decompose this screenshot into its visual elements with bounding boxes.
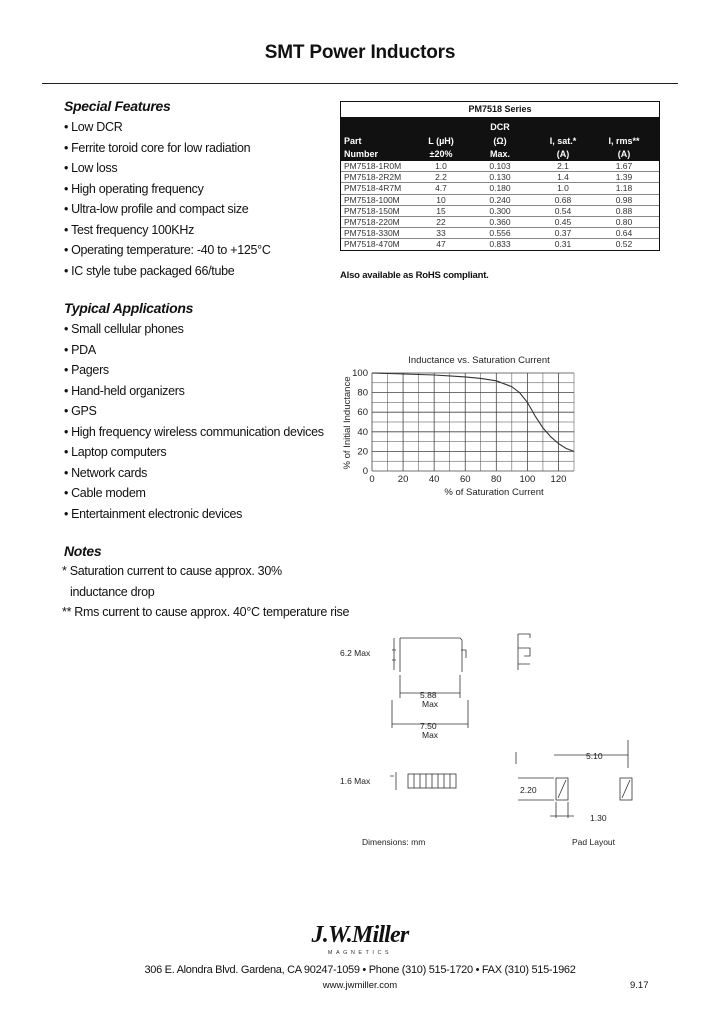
header-irms-1: I, rms** <box>608 136 640 146</box>
table-cell-isat: 0.45 <box>554 216 572 227</box>
footer-address: 306 E. Alondra Blvd. Gardena, CA 90247-1059 • Phone (310) 515-1720 • FAX (310) 515-1962 <box>144 964 576 976</box>
list-item: • Ultra-low profile and compact size <box>64 199 271 220</box>
x-tick-label: 120 <box>550 474 567 485</box>
dimensions-caption: Dimensions: mm <box>362 837 426 847</box>
table-row <box>341 161 659 172</box>
table-cell-isat: 0.37 <box>554 228 572 239</box>
table-cell-irms: 0.80 <box>615 216 633 227</box>
note-line-3: ** Rms current to cause approx. 40°C temperature rise <box>62 605 350 619</box>
table-cell-dcr: 0.833 <box>489 239 511 250</box>
list-item: • Hand-held organizers <box>64 381 324 402</box>
note-line-1: * Saturation current to cause approx. 30% <box>62 564 282 578</box>
table-cell-isat: 1.0 <box>557 183 569 194</box>
note-line-2: inductance drop <box>70 585 155 599</box>
table-cell-isat: 0.54 <box>554 205 572 216</box>
jw-miller-logo: J.W.Miller <box>311 922 409 948</box>
header-l-2: ±20% <box>429 149 453 159</box>
table-cell-dcr: 0.300 <box>489 205 511 216</box>
logo-subtitle: MAGNETICS <box>327 950 393 956</box>
special-features-heading: Special Features <box>64 98 171 114</box>
table-cell-part: PM7518-470M <box>344 239 400 250</box>
table-title: PM7518 Series <box>341 102 659 118</box>
chart-x-ticks <box>369 474 566 485</box>
table-cell-part: PM7518-2R2M <box>344 172 402 183</box>
table-cell-dcr: 0.180 <box>489 183 511 194</box>
y-tick-label: 100 <box>352 368 368 379</box>
profile-ribs <box>414 774 450 788</box>
profile-dim <box>390 772 396 790</box>
table-cell-isat: 2.1 <box>557 161 569 171</box>
table-cell-irms: 0.64 <box>615 228 633 239</box>
table-cell-part: PM7518-330M <box>344 228 400 239</box>
chart-x-label: % of Saturation Current <box>444 487 544 498</box>
pad-hatch <box>558 780 630 798</box>
header-dcr-2: (Ω) <box>493 136 507 146</box>
table-cell-l: 33 <box>436 228 446 239</box>
y-tick-label: 80 <box>357 387 368 399</box>
pad-130-dim <box>550 802 574 818</box>
list-item: • PDA <box>64 340 324 361</box>
dim-label-750: 7.50 <box>420 721 437 731</box>
table-cell-l: 10 <box>436 194 446 205</box>
list-item: • IC style tube packaged 66/tube <box>64 261 271 282</box>
list-item: • Pagers <box>64 360 324 381</box>
table-cell-dcr: 0.130 <box>489 172 511 183</box>
table-row <box>341 228 659 239</box>
table-cell-irms: 1.18 <box>615 183 633 194</box>
table-cell-irms: 1.67 <box>615 161 633 171</box>
header-irms-2: (A) <box>617 149 631 159</box>
table-body <box>341 161 659 250</box>
side-view <box>518 634 530 670</box>
y-tick-label: 0 <box>362 466 368 477</box>
table-cell-l: 47 <box>436 239 446 250</box>
table-cell-dcr: 0.103 <box>489 161 511 171</box>
dim-label-588-max: Max <box>422 699 439 709</box>
spec-table <box>340 101 660 251</box>
x-tick-label: 20 <box>397 474 409 485</box>
table-row <box>341 195 659 206</box>
x-tick-label: 100 <box>519 474 536 485</box>
table-cell-irms: 0.52 <box>615 239 633 250</box>
table-row <box>341 206 659 217</box>
header-isat-2: (A) <box>556 149 570 159</box>
list-item: • GPS <box>64 401 324 422</box>
table-cell-l: 1.0 <box>435 161 447 171</box>
table-cell-irms: 0.98 <box>615 194 633 205</box>
body-outline <box>400 638 462 672</box>
table-cell-part: PM7518-220M <box>344 216 400 227</box>
rohs-note: Also available as RoHS compliant. <box>340 270 489 281</box>
dimension-drawing <box>340 620 660 855</box>
list-item: • High operating frequency <box>64 179 271 200</box>
table-cell-isat: 0.31 <box>554 239 572 250</box>
table-row <box>341 239 659 249</box>
typical-applications-heading: Typical Applications <box>64 300 194 316</box>
table-cell-dcr: 0.240 <box>489 194 511 205</box>
title-rule <box>42 83 678 84</box>
x-tick-label: 80 <box>491 474 502 485</box>
table-cell-part: PM7518-1R0M <box>344 161 402 171</box>
list-item: • Low loss <box>64 158 271 179</box>
list-item: • Small cellular phones <box>64 319 324 340</box>
chart-title: Inductance vs. Saturation Current <box>408 355 550 366</box>
y-tick-label: 20 <box>357 446 368 458</box>
header-part-2: Number <box>344 149 379 159</box>
height-dim-line <box>392 638 396 670</box>
chart-y-ticks <box>352 368 368 477</box>
dim-label-130: 1.30 <box>590 813 607 823</box>
list-item: • Entertainment electronic devices <box>64 504 324 525</box>
y-tick-label: 60 <box>357 407 368 419</box>
list-item: • Network cards <box>64 463 324 484</box>
dim-label-510: 5.10 <box>586 751 603 761</box>
typical-applications-list <box>64 319 324 524</box>
table-cell-l: 22 <box>436 216 446 227</box>
table-cell-l: 4.7 <box>435 183 447 194</box>
dim-label-220: 2.20 <box>520 785 537 795</box>
dim-label-16: 1.6 Max <box>340 776 371 786</box>
list-item: • Test frequency 100KHz <box>64 220 271 241</box>
list-item: • Operating temperature: -40 to +125°C <box>64 240 271 261</box>
dim-label-62: 6.2 Max <box>340 648 371 658</box>
dim-label-750-max: Max <box>422 730 439 740</box>
notes-heading: Notes <box>64 543 102 559</box>
pad-layout-caption: Pad Layout <box>572 837 616 847</box>
header-dcr-3: Max. <box>489 149 510 159</box>
table-cell-irms: 1.39 <box>615 172 633 183</box>
x-tick-label: 0 <box>369 474 375 485</box>
chart-grid <box>372 373 574 471</box>
header-isat-1: I, sat.* <box>549 136 577 146</box>
header-l-1: L (µH) <box>428 136 454 146</box>
page-title: SMT Power Inductors <box>264 42 456 63</box>
header-dcr-1: DCR <box>490 122 510 132</box>
list-item: • Laptop computers <box>64 442 324 463</box>
table-cell-isat: 1.4 <box>557 172 569 183</box>
x-tick-label: 40 <box>428 474 440 485</box>
table-row <box>341 217 659 228</box>
chart-y-label: % of Initial Inductance <box>342 376 353 470</box>
pad-510-dim <box>516 740 628 768</box>
table-row <box>341 183 659 194</box>
table-cell-dcr: 0.360 <box>489 216 511 227</box>
page-number: 9.17 <box>630 980 649 991</box>
special-features-list <box>64 117 271 281</box>
table-header <box>341 118 659 161</box>
dim-label-588: 5.88 <box>420 690 437 700</box>
table-cell-l: 2.2 <box>435 172 447 183</box>
table-cell-isat: 0.68 <box>554 194 572 205</box>
table-row <box>341 172 659 183</box>
table-cell-part: PM7518-4R7M <box>344 183 402 194</box>
table-cell-dcr: 0.556 <box>489 228 511 239</box>
x-tick-label: 60 <box>459 474 471 485</box>
list-item: • Ferrite toroid core for low radiation <box>64 138 271 159</box>
table-cell-irms: 0.88 <box>615 205 633 216</box>
table-cell-l: 15 <box>436 205 446 216</box>
y-tick-label: 40 <box>357 426 368 438</box>
table-cell-part: PM7518-100M <box>344 194 400 205</box>
list-item: • Low DCR <box>64 117 271 138</box>
list-item: • Cable modem <box>64 483 324 504</box>
list-item: • High frequency wireless communication devices <box>64 422 324 443</box>
inductance-chart <box>330 345 590 505</box>
header-part-1: Part <box>344 136 362 146</box>
footer-url[interactable]: www.jwmiller.com <box>322 980 398 991</box>
table-cell-part: PM7518-150M <box>344 205 400 216</box>
